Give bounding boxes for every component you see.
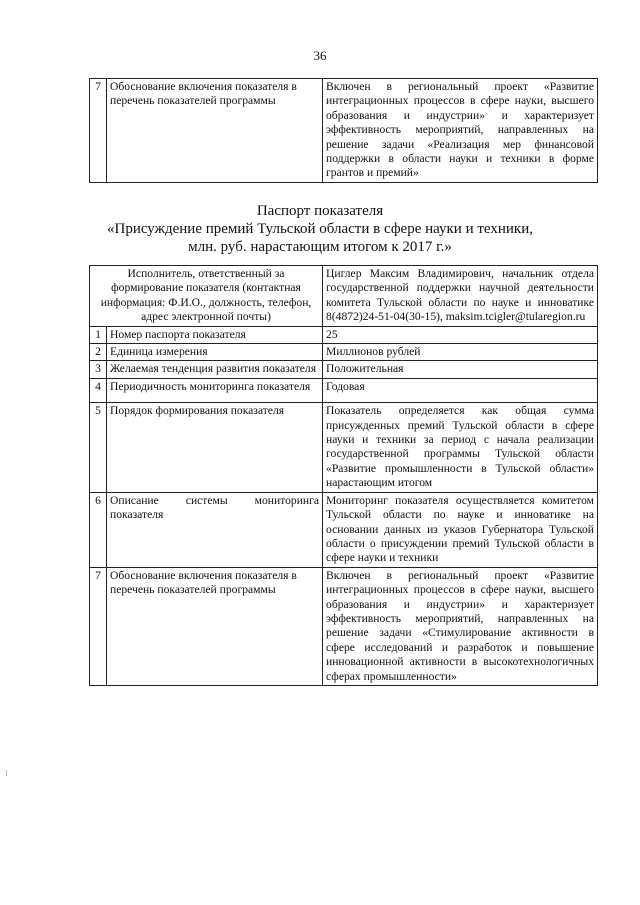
scan-artifact [6, 770, 7, 776]
table-row [90, 361, 598, 378]
row-label: Описание системы мониторинга показателя [107, 492, 323, 567]
row-number: 7 [90, 79, 107, 183]
table-row [90, 567, 598, 685]
row-number: 1 [90, 326, 107, 343]
row-label: Порядок формирования показателя [107, 403, 323, 492]
row-number: 4 [90, 378, 107, 402]
row-label: Желаемая тенденция развития показателя [107, 361, 323, 378]
table-row [90, 344, 598, 361]
top-table [89, 78, 598, 183]
row-value: Включен в региональный проект «Развитие интеграционных процессов в сфере науки, высшего образования и индустрии» и характеризует эффективность мероприятий, направленных на решение задачи «Стимулирование активности в сфере исследований и разработок и повышение инновационной активности в высокотехнологичных сферах промышленности» [323, 567, 598, 685]
header-label: Исполнитель, ответственный за формирование показателя (контактная информация: Ф.И.О., должность, телефон, адрес электронной почты) [90, 266, 323, 327]
row-label: Обоснование включения показателя в перечень показателей программы [107, 79, 323, 183]
passport-subtitle-line2: млн. руб. нарастающим итогом к 2017 г.» [188, 239, 452, 255]
row-value: Годовая [323, 378, 598, 402]
row-value: Мониторинг показателя осуществляется комитетом Тульской области по науке и инноватике на основании данных из указов Губернатора Тульской области о присуждении премий Тульской области в сфере науки и техники [323, 492, 598, 567]
table-row [90, 403, 598, 492]
table-row [90, 79, 598, 183]
row-label: Обоснование включения показателя в перечень показателей программы [107, 567, 323, 685]
row-number: 2 [90, 344, 107, 361]
header-value: Циглер Максим Владимирович, начальник отдела государственной поддержки научной деятельности комитета Тульской области по науке и инноватике 8(4872)24-51-04(30-15), maksim.tcigler@tularegion.ru [323, 266, 598, 327]
table-row [90, 378, 598, 402]
passport-table [89, 265, 598, 686]
row-number: 3 [90, 361, 107, 378]
table-row [90, 326, 598, 343]
row-value: Включен в региональный проект «Развитие интеграционных процессов в сфере науки, высшего образования и индустрии» и характеризует эффективность мероприятий, направленных на решение задачи «Реализация мер финансовой поддержки в области науки и техники в форме грантов и премий» [323, 79, 598, 183]
passport-subtitle-line1: «Присуждение премий Тульской области в сфере науки и техники, [106, 221, 533, 237]
passport-title: Паспорт показателя [256, 203, 384, 219]
row-number: 5 [90, 403, 107, 492]
row-label: Номер паспорта показателя [107, 326, 323, 343]
row-value: Показатель определяется как общая сумма присужденных премий Тульской области в сфере науки и техники за период с начала реализации государственной программы Тульской области «Развитие промышленности в Тульской области» нарастающим итогом [323, 403, 598, 492]
row-value: 25 [323, 326, 598, 343]
table-row [90, 492, 598, 567]
row-label: Единица измерения [107, 344, 323, 361]
header-row [90, 266, 598, 327]
row-value: Положительная [323, 361, 598, 378]
row-number: 7 [90, 567, 107, 685]
row-label: Периодичность мониторинга показателя [107, 378, 323, 402]
row-value: Миллионов рублей [323, 344, 598, 361]
page-number: 36 [313, 48, 327, 63]
row-number: 6 [90, 492, 107, 567]
